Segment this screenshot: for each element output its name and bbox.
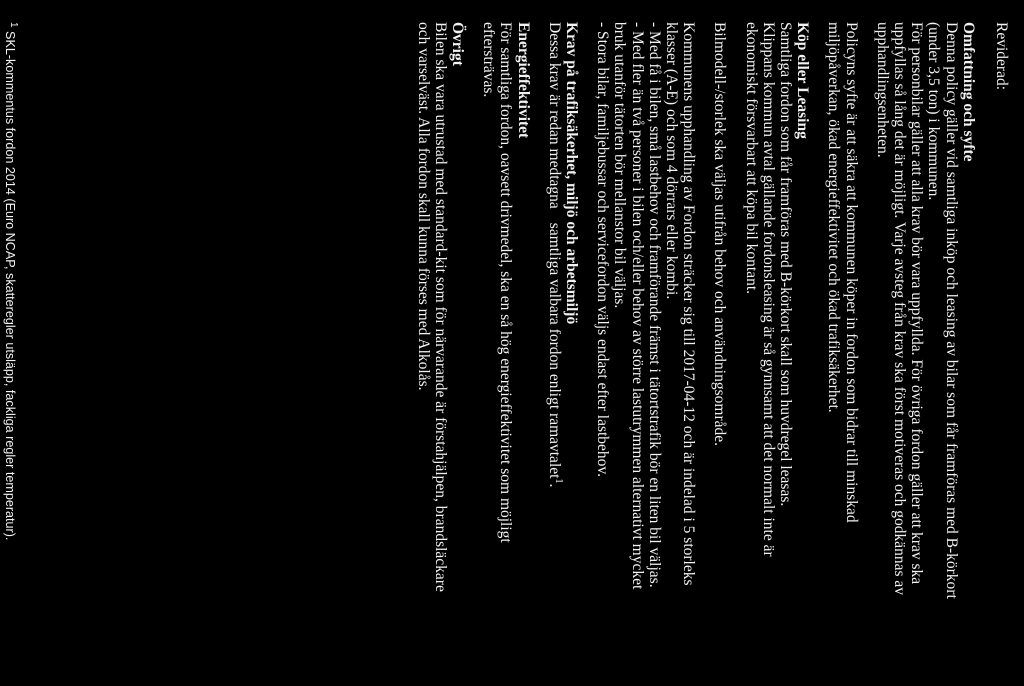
paragraph-line: bruk utanför tätorten bör mellanstor bil väljas. — [611, 22, 629, 309]
section-purpose — [825, 22, 859, 666]
paragraph-line — [546, 22, 563, 666]
section-procurement — [594, 22, 697, 666]
paragraph-line: För personbilar gäller att alla krav bör vara uppfyllda. För övriga fordon gäller att krav ska — [908, 22, 926, 585]
paragraph-line: Klippans kommun avtal gällande fordonsleasing är så gynnsamt att det normalt inte är — [759, 22, 777, 557]
section-buy-or-lease — [742, 22, 811, 666]
section-heading-energy: Energieffektivitet — [514, 22, 532, 139]
paragraph-line: Policyns syfte är att säkra att kommunen köper in fordon som bidrar till minskad — [842, 22, 860, 523]
paragraph-line: miljöpåverkan, ökad energieffektivitet och ökad trafiksäkerhet. — [825, 22, 843, 413]
paragraph-line: eftersträvas. — [480, 22, 498, 98]
requirements-text-b: samtliga valbara fordon enligt ramavtalet — [545, 222, 563, 479]
paragraph-line: klasser (A-E) och som 4 dörrars eller kombi. — [662, 22, 680, 300]
paragraph-line: Denna policy gäller vid samtliga inköp och leasing av bilar som får framföras med B-körkort — [942, 22, 960, 599]
footnote-text: SKL-kommentus fordon 2014 (Euro NCAP, skatteregler utsläpp, fackliga regler temperatur). — [3, 27, 17, 541]
paragraph-line: och varselväst. Alla fordon skall kunna förses med Alkolås. — [414, 22, 432, 391]
paragraph-line: Bilen ska vara utrustad med standard-kit som för närvarande är förstahjälpen, brandsläckare — [431, 22, 449, 592]
paragraph-line: - Med fler än två personer i bilen och/eller behov av större lastutrymmen alternativt mycket — [628, 22, 646, 590]
paragraph-line: För samtliga fordon, oavsett drivmedel, ska en så hög energieffektivitet som möjligt — [497, 22, 515, 543]
section-scope — [874, 22, 977, 666]
revised-label: Reviderad: — [993, 22, 1010, 91]
section-safety-requirements — [546, 22, 580, 666]
footnote-reference: 1 — [552, 478, 564, 484]
section-heading-scope: Omfattning och syfte — [959, 22, 977, 162]
requirements-text-end: . — [545, 483, 563, 488]
section-heading-other: Övrigt — [448, 22, 466, 66]
paragraph-line: ekonomiskt försvarbart att köpa bil kontant. — [742, 22, 760, 295]
footnote-mark: 1 — [8, 22, 20, 28]
paragraph-line: (under 3,5 ton) i kommunen. — [925, 22, 943, 201]
paragraph-line: Samtliga fordon som får framföras med B-körkort skall som huvdregel leasas. — [776, 22, 794, 507]
paragraph-line: - Med få i bilen, små lastbehov och framförande främst i tätortstrafik bör en liten bil väljas. — [645, 22, 663, 588]
section-energy — [480, 22, 532, 666]
section-model-size — [711, 22, 728, 666]
paragraph-line: Bilmodell-/storlek ska väljas utifrån behov och användningsområde. — [711, 22, 729, 446]
section-other — [414, 22, 466, 666]
paragraph-line: Kommunens upphandling av Fordon sträcker sig till 2017-04-12 och är indelad i 5 storleks — [680, 22, 698, 586]
requirements-text-a: Dessa krav är redan medtagna — [545, 22, 563, 209]
paragraph-line: uppfyllas så lång det är möjligt. Varje avsteg från krav ska först motiveras och godkännas av — [890, 22, 908, 596]
section-heading-safety: Krav på trafiksäkerhet, miljö och arbetsmiljö — [562, 22, 580, 325]
section-heading-buy-or-lease: Köp eller Leasing — [794, 22, 812, 139]
footnote — [1, 22, 18, 540]
paragraph-line: - Stora bilar, familjebussar och servicefordon väljs endast efter lastbehov. — [594, 22, 612, 478]
paragraph-line: upphandlingsenheten. — [873, 22, 891, 158]
